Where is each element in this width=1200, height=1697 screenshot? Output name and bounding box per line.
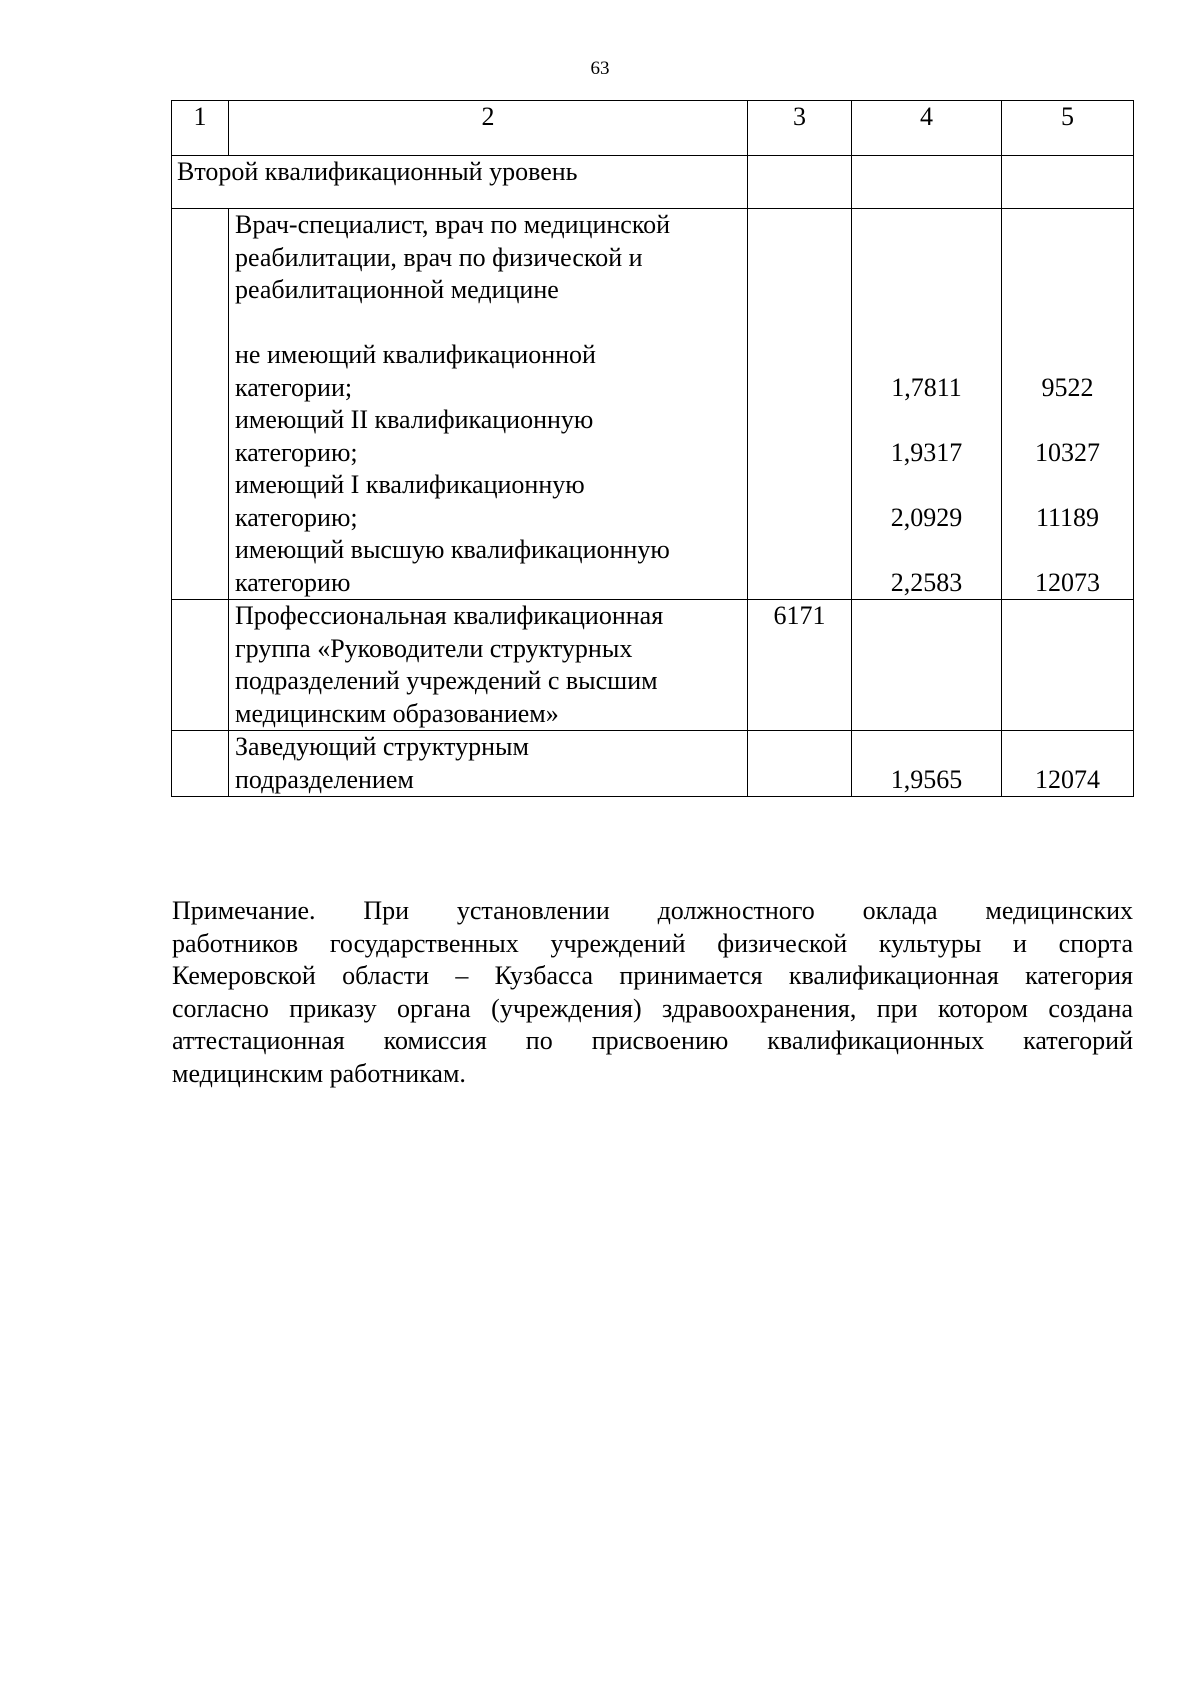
category-line: категорию xyxy=(235,567,351,597)
salary-table xyxy=(171,100,1134,797)
head-salary-cell xyxy=(1002,731,1134,797)
qualification-level-title: Второй квалификационный уровень xyxy=(172,156,748,209)
category-line: категории; xyxy=(235,372,353,402)
head-line: Заведующий структурным xyxy=(235,732,529,761)
coefficient-column xyxy=(852,209,1002,600)
category-line: имеющий I квалификационную xyxy=(235,470,585,499)
empty-cell xyxy=(852,156,1002,209)
note-line: работников государственных учреждений физической культуры и спорта xyxy=(172,928,1133,958)
table-row-head xyxy=(172,731,1134,797)
category-line: не имеющий квалификационной xyxy=(235,340,596,369)
note-line: медицинским работникам. xyxy=(172,1058,466,1088)
empty-cell xyxy=(172,600,229,731)
group-line: подразделений учреждений с высшим xyxy=(235,666,658,695)
head-line: подразделением xyxy=(235,764,414,794)
table-row-doctor xyxy=(172,209,1134,600)
salary-value: 12073 xyxy=(1035,567,1100,597)
note-line: Кемеровской области – Кузбасса принимается квалификационная категория xyxy=(172,961,1133,990)
header-cell-1: 1 xyxy=(172,101,229,156)
head-description xyxy=(229,731,748,797)
group-line: группа «Руководители структурных xyxy=(235,633,633,663)
coefficient-value: 1,9317 xyxy=(890,437,963,467)
category-line: имеющий II квалификационную xyxy=(235,405,594,434)
header-cell-2: 2 xyxy=(229,101,748,156)
category-line: имеющий высшую квалификационную xyxy=(235,535,670,564)
doctor-description xyxy=(229,209,748,600)
coefficient-value: 1,9565 xyxy=(890,764,963,794)
coefficient-value: 1,7811 xyxy=(891,372,962,402)
group-line: Профессиональная квалификационная xyxy=(235,601,664,630)
table-header-row xyxy=(172,101,1134,156)
doctor-title-line: реабилитации, врач по физической и xyxy=(235,242,643,272)
note-line: аттестационная комиссия по присвоению квалификационных категорий xyxy=(172,1026,1133,1055)
empty-cell xyxy=(1002,156,1134,209)
page-number: 63 xyxy=(590,58,610,79)
coefficient-value: 2,2583 xyxy=(890,567,963,597)
salary-column xyxy=(1002,209,1134,600)
salary-value: 11189 xyxy=(1035,502,1100,532)
head-coefficient-cell xyxy=(852,731,1002,797)
empty-cell xyxy=(852,600,1002,731)
coefficient-value: 2,0929 xyxy=(890,502,963,532)
table-row-group xyxy=(172,600,1134,731)
empty-cell xyxy=(172,209,229,600)
note-paragraph xyxy=(172,895,1133,1090)
qualification-level-row xyxy=(172,156,1134,209)
empty-cell xyxy=(748,731,852,797)
empty-cell xyxy=(748,156,852,209)
salary-value: 12074 xyxy=(1035,764,1100,794)
header-cell-4: 4 xyxy=(852,101,1002,156)
header-cell-3: 3 xyxy=(748,101,852,156)
note-line: согласно приказу органа (учреждения) здравоохранения, при котором создана xyxy=(172,993,1133,1023)
doctor-title-line: Врач-специалист, врач по медицинской xyxy=(235,210,671,239)
group-code: 6171 xyxy=(748,600,852,731)
empty-cell xyxy=(748,209,852,600)
header-cell-5: 5 xyxy=(1002,101,1134,156)
group-description xyxy=(229,600,748,731)
group-line: медицинским образованием» xyxy=(235,698,559,728)
note-line: Примечание. При установлении должностного оклада медицинских xyxy=(172,896,1133,925)
empty-cell xyxy=(172,731,229,797)
category-line: категорию; xyxy=(235,502,358,532)
doctor-title-line: реабилитационной медицине xyxy=(235,275,559,304)
salary-value: 9522 xyxy=(1041,372,1094,402)
salary-value: 10327 xyxy=(1035,437,1100,467)
category-line: категорию; xyxy=(235,437,358,467)
empty-cell xyxy=(1002,600,1134,731)
